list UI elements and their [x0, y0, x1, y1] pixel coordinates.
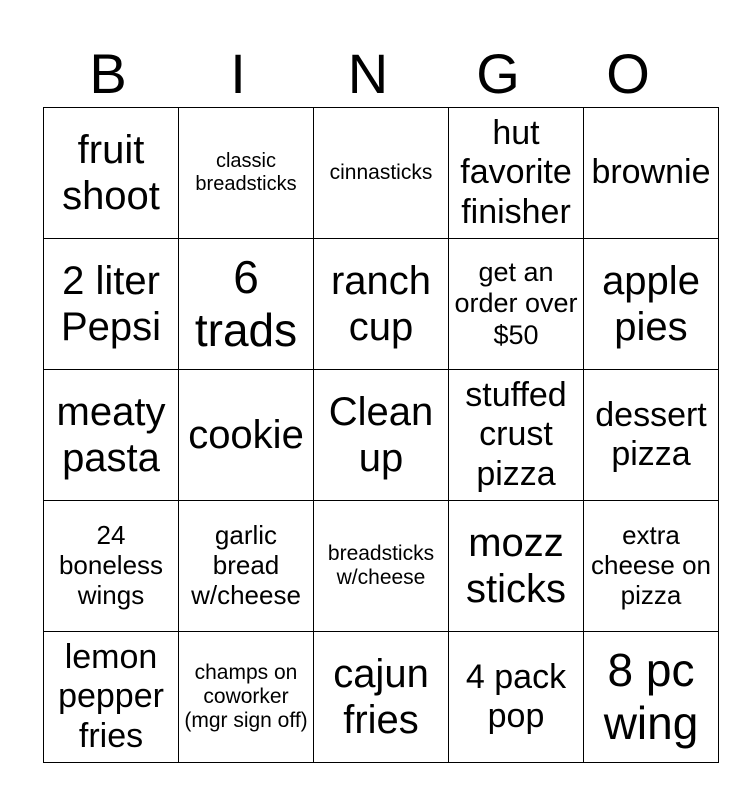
bingo-cell[interactable]: apple pies: [584, 239, 719, 370]
bingo-cell[interactable]: ranch cup: [314, 239, 449, 370]
bingo-cell[interactable]: 6 trads: [179, 239, 314, 370]
bingo-cell[interactable]: get an order over $50: [449, 239, 584, 370]
bingo-cell[interactable]: fruit shoot: [44, 108, 179, 239]
bingo-header: [43, 40, 693, 108]
header-letter-i: I: [230, 42, 246, 105]
bingo-cell[interactable]: hut favorite finisher: [449, 108, 584, 239]
bingo-cell[interactable]: cinnasticks: [314, 108, 449, 239]
bingo-cell[interactable]: brownie: [584, 108, 719, 239]
bingo-cell[interactable]: classic breadsticks: [179, 108, 314, 239]
header-letter-g: G: [476, 42, 520, 105]
bingo-cell[interactable]: breadsticks w/cheese: [314, 501, 449, 632]
bingo-row: [44, 108, 719, 239]
bingo-row: [44, 239, 719, 370]
bingo-row: [44, 370, 719, 501]
bingo-cell[interactable]: 2 liter Pepsi: [44, 239, 179, 370]
bingo-cell[interactable]: dessert pizza: [584, 370, 719, 501]
header-letter-o: O: [606, 42, 650, 105]
bingo-cell[interactable]: 24 boneless wings: [44, 501, 179, 632]
bingo-cell[interactable]: Clean up: [314, 370, 449, 501]
bingo-card: [43, 107, 719, 763]
bingo-cell[interactable]: champs on coworker (mgr sign off): [179, 632, 314, 763]
bingo-cell[interactable]: cajun fries: [314, 632, 449, 763]
bingo-cell[interactable]: garlic bread w/cheese: [179, 501, 314, 632]
bingo-cell[interactable]: stuffed crust pizza: [449, 370, 584, 501]
header-letter-b: B: [89, 42, 127, 105]
bingo-cell[interactable]: extra cheese on pizza: [584, 501, 719, 632]
bingo-cell[interactable]: mozz sticks: [449, 501, 584, 632]
bingo-row: [44, 501, 719, 632]
bingo-cell[interactable]: cookie: [179, 370, 314, 501]
bingo-cell[interactable]: 8 pc wing: [584, 632, 719, 763]
bingo-cell[interactable]: meaty pasta: [44, 370, 179, 501]
header-letter-n: N: [347, 42, 389, 105]
bingo-cell[interactable]: 4 pack pop: [449, 632, 584, 763]
bingo-cell[interactable]: lemon pepper fries: [44, 632, 179, 763]
bingo-row: [44, 632, 719, 763]
